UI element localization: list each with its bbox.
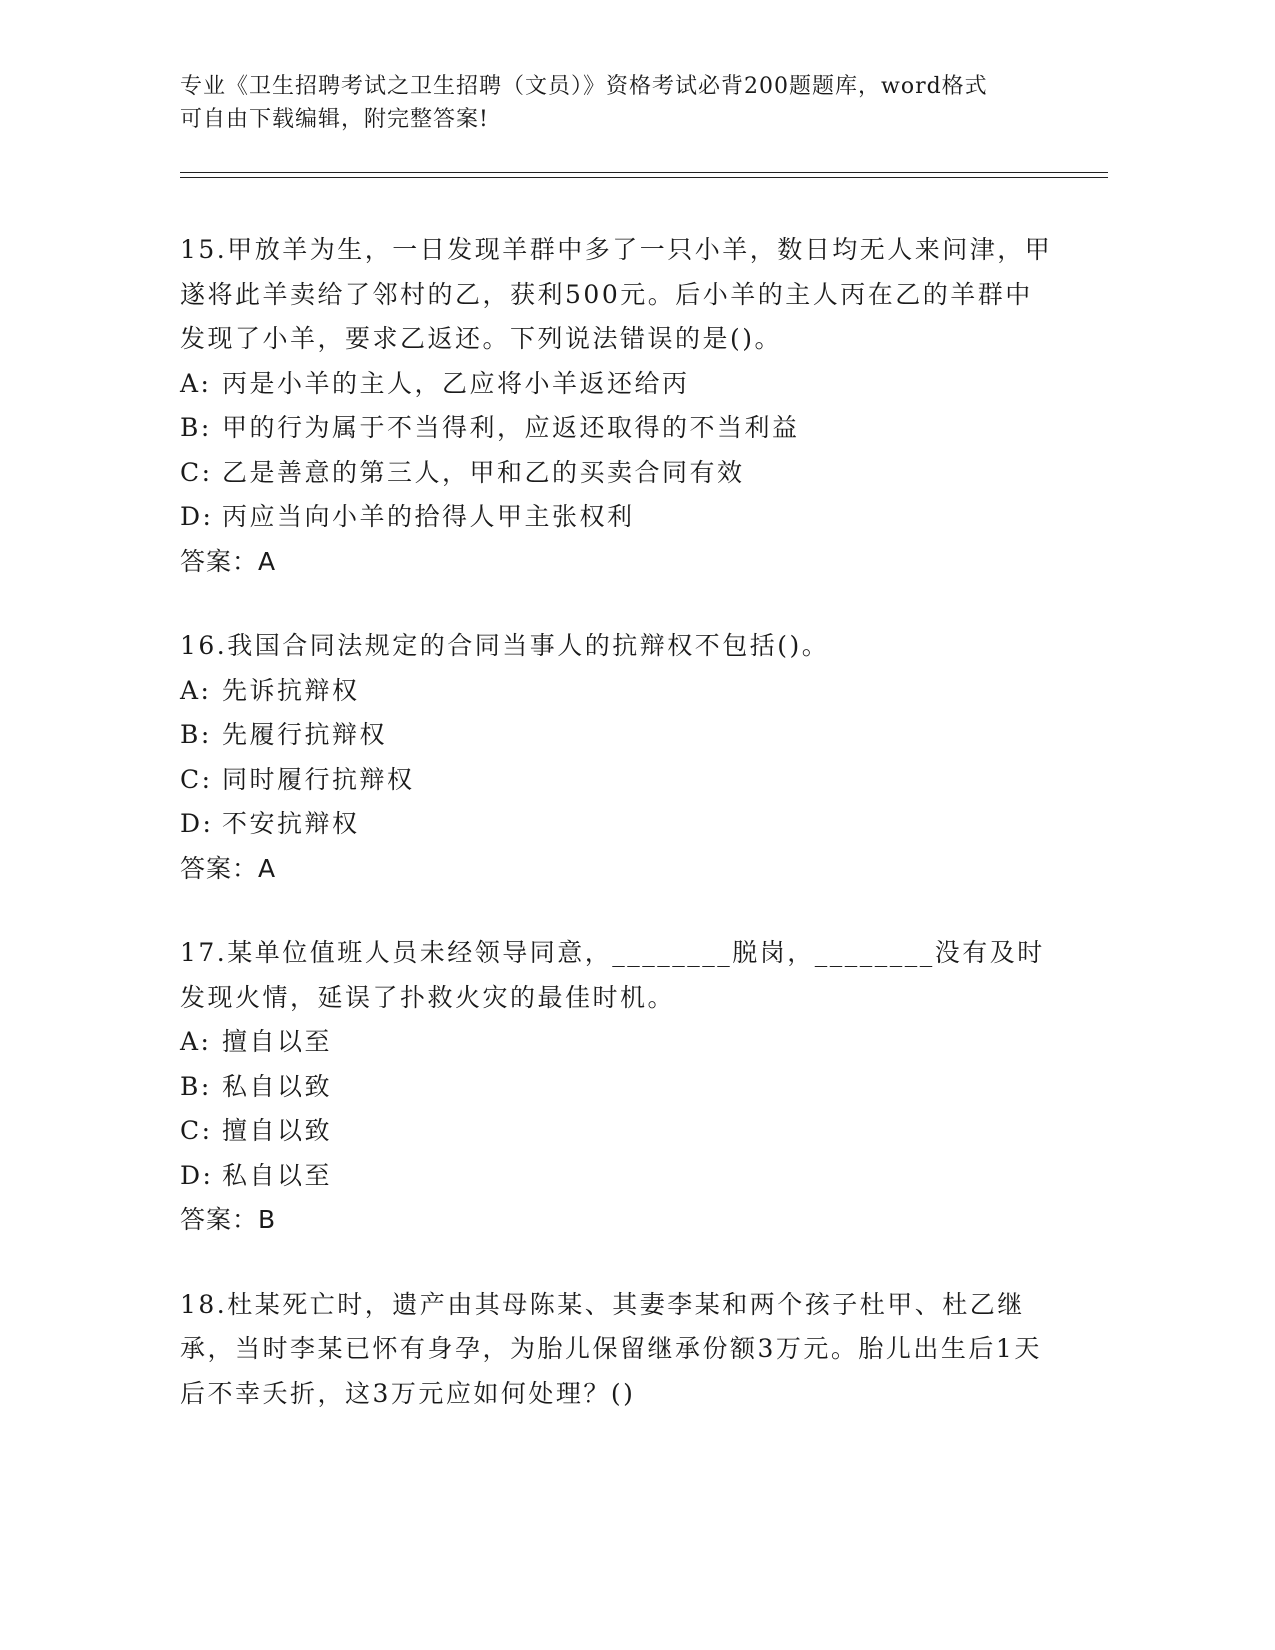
header-line-2: 可自由下载编辑，附完整答案!: [180, 107, 489, 132]
option-text: 同时履行抗辩权: [222, 764, 415, 794]
option-b: [180, 406, 1060, 451]
question-16: [180, 624, 1060, 891]
question-list: [180, 228, 1060, 1456]
option-b: [180, 713, 1060, 758]
answer-line: 答案：A: [180, 546, 277, 576]
option-text: 擅自以致: [222, 1116, 333, 1145]
question-stem: 18.杜某死亡时，遗产由其母陈某、其妻李某和两个孩子杜甲、杜乙继承，当时李某已怀有身孕，为胎儿保留继承份额3万元。胎儿出生后1天后不幸夭折，这3万元应如何处理？(): [180, 1289, 1042, 1408]
option-a: [180, 1020, 1060, 1065]
option-text: 私自以致: [222, 1071, 333, 1101]
option-text: 先履行抗辩权: [222, 720, 388, 749]
answer-line: 答案：B: [180, 1205, 277, 1234]
option-c: [180, 758, 1060, 803]
option-d: [180, 495, 1060, 540]
option-text: 丙是小羊的主人，乙应将小羊返还给丙: [222, 368, 690, 398]
option-letter: D:: [180, 1160, 214, 1190]
header-divider-top: [180, 172, 1108, 173]
option-c: [180, 1109, 1060, 1154]
option-letter: D:: [180, 502, 214, 531]
option-text: 乙是善意的第三人，甲和乙的买卖合同有效: [222, 457, 745, 487]
option-text: 不安抗辩权: [222, 809, 360, 838]
question-17: [180, 931, 1060, 1243]
question-stem: 16.我国合同法规定的合同当事人的抗辩权不包括()。: [180, 631, 830, 660]
question-stem: 17.某单位值班人员未经领导同意，________脱岗，________没有及时发现火情，延误了扑救火灾的最佳时机。: [180, 938, 1045, 1012]
document-header: [180, 70, 1060, 136]
option-letter: B:: [180, 413, 212, 442]
option-text: 丙应当向小羊的拾得人甲主张权利: [222, 502, 635, 531]
option-text: 甲的行为属于不当得利，应返还取得的不当利益: [222, 413, 800, 442]
option-b: [180, 1065, 1060, 1110]
option-text: 擅自以至: [222, 1027, 333, 1056]
option-letter: C:: [180, 1116, 213, 1145]
header-line-1: 专业《卫生招聘考试之卫生招聘（文员）》资格考试必背200题题库，word格式: [180, 74, 988, 99]
question-stem: 15.甲放羊为生，一日发现羊群中多了一只小羊，数日均无人来问津，甲遂将此羊卖给了邻村的乙，获利500元。后小羊的主人丙在乙的羊群中发现了小羊，要求乙返还。下列说法错误的是()。: [180, 235, 1053, 353]
option-letter: A:: [180, 675, 212, 705]
question-18: [180, 1283, 1060, 1417]
option-letter: A:: [180, 368, 212, 398]
option-c: [180, 451, 1060, 496]
option-letter: C:: [180, 764, 213, 794]
answer-line: 答案：A: [180, 853, 277, 883]
question-15: [180, 228, 1060, 584]
option-a: [180, 669, 1060, 714]
option-text: 先诉抗辩权: [222, 675, 360, 705]
option-letter: A:: [180, 1027, 212, 1056]
option-letter: B:: [180, 1071, 212, 1101]
header-divider-bottom: [180, 177, 1108, 178]
option-d: [180, 1154, 1060, 1199]
option-letter: D:: [180, 809, 214, 838]
option-letter: B:: [180, 720, 212, 749]
option-letter: C:: [180, 457, 213, 487]
option-text: 私自以至: [222, 1160, 333, 1190]
option-a: [180, 362, 1060, 407]
option-d: [180, 802, 1060, 847]
